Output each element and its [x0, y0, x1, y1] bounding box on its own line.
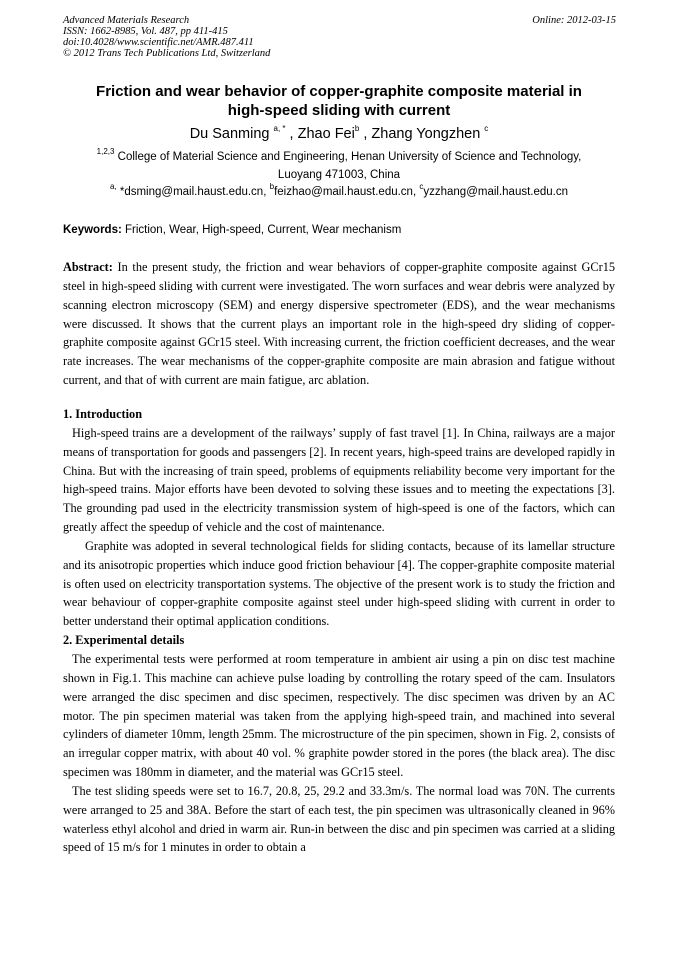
email-a-sup: a,	[109, 182, 117, 192]
issn-line: ISSN: 1662-8985, Vol. 487, pp 411-415	[63, 26, 228, 37]
author-3-sup: c	[484, 124, 489, 134]
abstract-label: Abstract:	[63, 260, 113, 274]
experimental-heading: 2. Experimental details	[63, 633, 185, 648]
author-sep-1: ,	[285, 126, 298, 142]
experimental-paragraph-2: The test sliding speeds were set to 16.7, 20.8, 25, 29.2 and 33.3m/s. The normal load was 70N. The currents were arranged to 25 and 38A. Before the start of each test, the pin specimen was ultrasonically cleaned in 96% waterless ethyl alcohol and dried in warm air. Run-in between the disc and pin specimen was carried at a sliding speed of 15 m/s for 1 minutes in order to obtain a	[63, 783, 615, 855]
affiliation	[63, 148, 615, 184]
journal-header	[63, 15, 270, 59]
keywords-text: Friction, Wear, High-speed, Current, Wear mechanism	[125, 224, 402, 236]
abstract-text: In the present study, the friction and wear behaviors of copper-graphite composite against GCr15 steel in high-speed sliding with current were investigated. The worn surfaces and wear debris were analyzed by scanning electron microscopy (SEM) and energy dispersive spectrometer (EDS), and the wear mechanisms were discussed. It shows that the current plays an important role in the high-speed dry sliding of copper-graphite composite against GCr15 steel. With increasing current, the friction coefficient decreases, and the wear rate increases. The wear mechanisms of the copper-graphite composite are main abrasion and fatigue without current, and that of with current are main fatigue, arc ablation.	[63, 260, 615, 388]
online-date: Online: 2012-03-15	[532, 15, 616, 26]
title-line-2: high-speed sliding with current	[227, 101, 451, 119]
keywords	[63, 222, 615, 238]
author-2-sup: b	[354, 124, 360, 134]
email-b: feizhao@mail.haust.edu.cn,	[274, 186, 417, 198]
keywords-label: Keywords:	[63, 224, 122, 236]
author-2: Zhao Fei	[297, 126, 355, 142]
email-b-sup: b	[269, 182, 275, 192]
affiliation-line-1: College of Material Science and Engineering, Henan University of Science and Technology,	[117, 151, 582, 163]
author-1: Du Sanming	[189, 126, 270, 142]
email-c-sup: c	[419, 182, 424, 192]
copyright-line: © 2012 Trans Tech Publications Ltd, Switzerland	[63, 48, 271, 59]
email-a: *dsming@mail.haust.edu.cn,	[119, 186, 267, 198]
journal-name: Advanced Materials Research	[63, 15, 190, 26]
title-line-1: Friction and wear behavior of copper-graphite composite material in	[96, 83, 582, 100]
doi-line: doi:10.4028/www.scientific.net/AMR.487.411	[63, 37, 254, 48]
author-1-sup: a, *	[273, 124, 286, 134]
introduction-heading: 1. Introduction	[63, 407, 143, 421]
affiliation-sup: 1,2,3	[96, 147, 115, 157]
abstract	[63, 258, 615, 390]
introduction-paragraph-1: High-speed trains are a development of the railways’ supply of fast travel [1]. In China, railways are a major means of transportation for goods and passengers [2]. In recent years, high-speed trains are developed rapidly in China. But with the increasing of train speed, problems of equipments reliability become very important for the high-speed trains. Major efforts have been devoted to solving these issues and to meeting the expectations [3]. The grounding pad used in the electricity transmission system of high-speed is one of the factors, which can greatly affect the speedup of vehicle and the cost of maintenance.	[63, 425, 615, 535]
author-sep-2: ,	[359, 126, 372, 142]
author-list	[63, 125, 615, 143]
introduction-paragraph-2: Graphite was adopted in several technological fields for sliding contacts, because of its lamellar structure and its anisotropic properties which induce good friction behaviour [4]. The copper-graphite composite material is often used on electricity transportation systems. The objective of the present work is to study the friction and wear behaviour of copper-graphite composite against steel under high-speed sliding with current in order to better understand their optimal application conditions.	[63, 538, 615, 629]
affiliation-line-2: Luoyang 471003, China	[277, 169, 401, 181]
experimental-paragraph-1: The experimental tests were performed at room temperature in ambient air using a pin on disc test machine shown in Fig.1. This machine can achieve pulse loading by controlling the rotary speed of the cam. Insulators were arranged the disc specimen and disc specimen, respectively. The disc specimen was driven by an AC motor. The pin specimen material was taken from the applying high-speed train, and machined into several cylinders of diameter 10mm, length 25mm. The microstructure of the pin specimen, shown in Fig. 2, consists of an irregular copper matrix, with about 40 vol. % graphite powder stored in the pores (the black area). The disc specimen was 180mm in diameter, and the material was GCr15 steel.	[63, 651, 615, 780]
email-list	[63, 183, 615, 201]
author-3: Zhang Yongzhen	[371, 126, 481, 142]
email-c: yzzhang@mail.haust.edu.cn	[423, 186, 569, 198]
paper-title	[63, 83, 615, 120]
introduction-section	[63, 405, 615, 857]
